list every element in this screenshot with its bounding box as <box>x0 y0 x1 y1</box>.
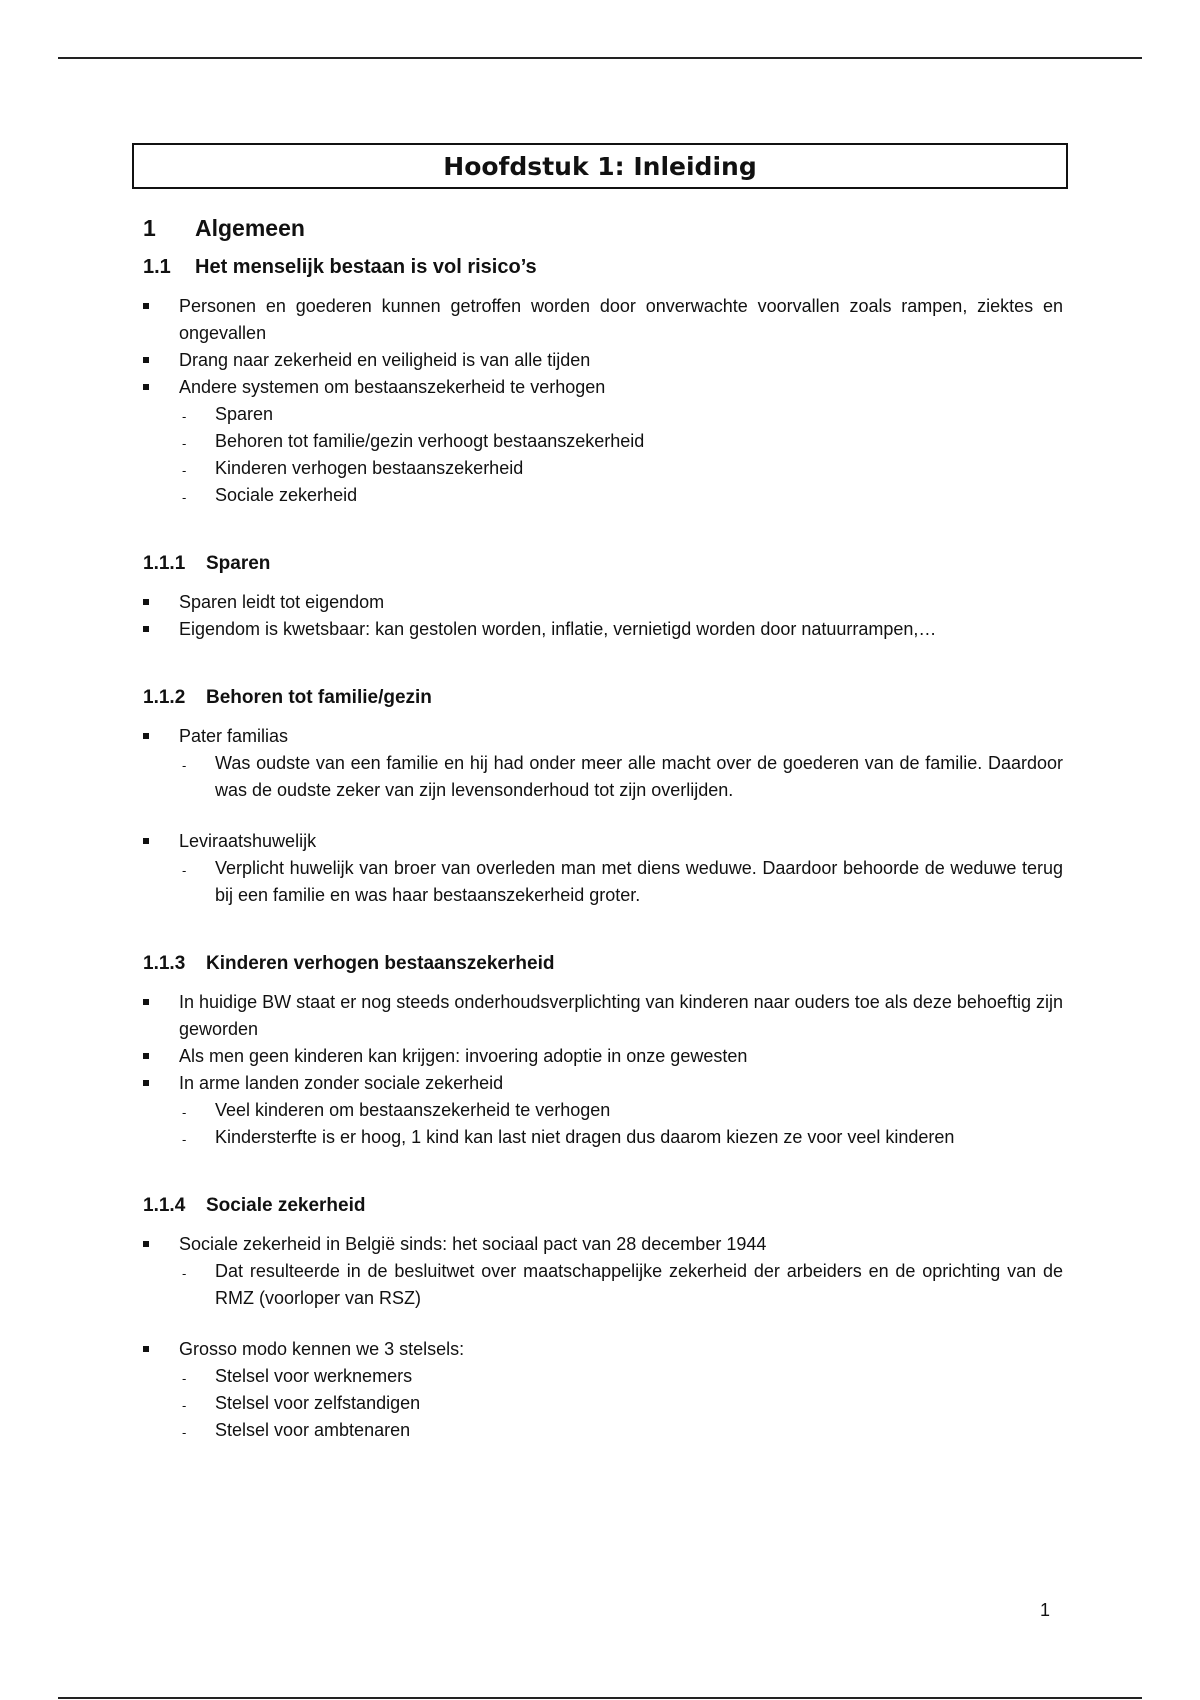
bullet-list <box>143 1231 1063 1444</box>
list-item <box>143 723 1063 804</box>
sub-list-item: - Veel kinderen om bestaanszekerheid te verhogen <box>179 1097 1063 1124</box>
list-item-text: Sociale zekerheid in België sinds: het sociaal pact van 28 december 1944 <box>179 1234 767 1254</box>
sub-list-item: - Kinderen verhogen bestaanszekerheid <box>179 455 1063 482</box>
section-heading-1-1-2 <box>143 687 1063 709</box>
section-heading-1-1-1 <box>143 553 1063 575</box>
section-heading-1-1 <box>143 256 1063 279</box>
sub-list <box>179 401 1063 509</box>
sub-list <box>179 1097 1063 1151</box>
sub-list-item: - Stelsel voor zelfstandigen <box>179 1390 1063 1417</box>
sub-list-item: - Kindersterfte is er hoog, 1 kind kan last niet dragen dus daarom kiezen ze voor veel kinderen <box>179 1124 1063 1151</box>
section-title: Het menselijk bestaan is vol risico’s <box>195 256 537 278</box>
section-number: 1.1.4 <box>143 1195 186 1216</box>
sub-list <box>179 855 1063 909</box>
list-item: Eigendom is kwetsbaar: kan gestolen worden, inflatie, vernietigd worden door natuurrampen,… <box>143 616 1063 643</box>
list-item-text: Grosso modo kennen we 3 stelsels: <box>179 1339 465 1359</box>
page-content <box>143 143 1063 1444</box>
bullet-list <box>143 989 1063 1151</box>
list-item: Als men geen kinderen kan krijgen: invoering adoptie in onze gewesten <box>143 1043 1063 1070</box>
sub-list-item: - Verplicht huwelijk van broer van overleden man met diens weduwe. Daardoor behoorde de weduwe terug bij een familie en was haar bestaanszekerheid groter. <box>179 855 1063 909</box>
list-item-text: In arme landen zonder sociale zekerheid <box>179 1073 504 1093</box>
section-title: Behoren tot familie/gezin <box>206 687 432 708</box>
section-number: 1.1.3 <box>143 953 186 974</box>
bullet-list <box>143 589 1063 643</box>
section-title: Algemeen <box>195 215 305 241</box>
list-item <box>143 1070 1063 1151</box>
list-item: Personen en goederen kunnen getroffen worden door onverwachte voorvallen zoals rampen, ziektes en ongevallen <box>143 293 1063 347</box>
list-item <box>143 1336 1063 1444</box>
section-title: Sparen <box>206 553 271 574</box>
list-item <box>143 374 1063 509</box>
sub-list <box>179 1258 1063 1312</box>
list-item: In huidige BW staat er nog steeds onderhoudsverplichting van kinderen naar ouders toe als deze behoeftig zijn geworden <box>143 989 1063 1043</box>
bullet-list <box>143 293 1063 509</box>
list-item: Drang naar zekerheid en veiligheid is van alle tijden <box>143 347 1063 374</box>
sub-list-item: - Sociale zekerheid <box>179 482 1063 509</box>
list-item-text: Andere systemen om bestaanszekerheid te verhogen <box>179 377 606 397</box>
section-number: 1.1.2 <box>143 687 186 708</box>
section-title: Kinderen verhogen bestaanszekerheid <box>206 953 555 974</box>
sub-list-item: - Stelsel voor werknemers <box>179 1363 1063 1390</box>
section-heading-1-1-3 <box>143 953 1063 975</box>
section-heading-1 <box>143 215 1063 242</box>
sub-list-item: - Dat resulteerde in de besluitwet over maatschappelijke zekerheid der arbeiders en de oprichting van de RMZ (voorloper van RSZ) <box>179 1258 1063 1312</box>
page-number: 1 <box>1040 1600 1051 1620</box>
list-item: Sparen leidt tot eigendom <box>143 589 1063 616</box>
list-item-text: Pater familias <box>179 726 289 746</box>
section-number: 1.1.1 <box>143 553 186 574</box>
list-item-text: Leviraatshuwelijk <box>179 831 317 851</box>
header-rule <box>58 57 1142 59</box>
footer-rule <box>58 1697 1142 1699</box>
sub-list-item: - Behoren tot familie/gezin verhoogt bestaanszekerheid <box>179 428 1063 455</box>
sub-list-item: - Was oudste van een familie en hij had onder meer alle macht over de goederen van de familie. Daardoor was de oudste zeker van zijn levensonderhoud tot zijn overlijden. <box>179 750 1063 804</box>
section-title: Sociale zekerheid <box>206 1195 366 1216</box>
section-number: 1.1 <box>143 256 171 278</box>
section-heading-1-1-4 <box>143 1195 1063 1217</box>
sub-list-item: - Sparen <box>179 401 1063 428</box>
chapter-title: Hoofdstuk 1: Inleiding <box>132 143 1068 189</box>
sub-list <box>179 750 1063 804</box>
sub-list-item: - Stelsel voor ambtenaren <box>179 1417 1063 1444</box>
list-item <box>143 1231 1063 1312</box>
list-item <box>143 828 1063 909</box>
section-number: 1 <box>143 215 156 241</box>
bullet-list <box>143 723 1063 909</box>
sub-list <box>179 1363 1063 1444</box>
